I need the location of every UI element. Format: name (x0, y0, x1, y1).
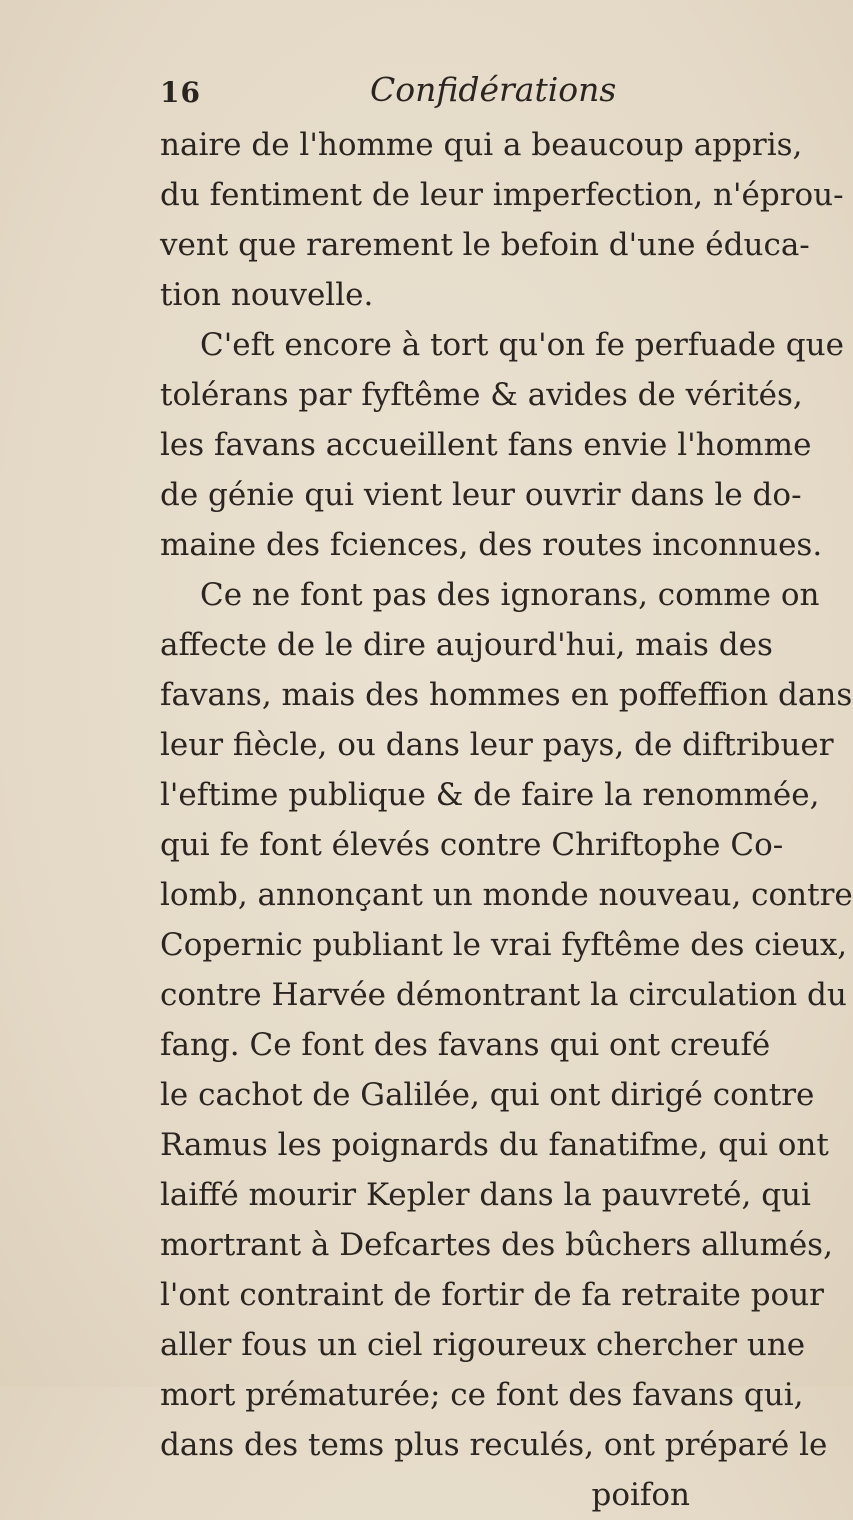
text-line: Copernic publiant le vrai fyftême des cieux, (160, 927, 848, 963)
text-line: du fentiment de leur imperfection, n'éprou- (160, 177, 844, 213)
text-line: tolérans par fyftême & avides de vérités, (160, 377, 803, 413)
text-line: naire de l'homme qui a beaucoup appris, (160, 127, 803, 163)
text-line: dans des tems plus reculés, ont préparé le (160, 1427, 828, 1463)
text-line: Ce ne font pas des ignorans, comme on (200, 577, 820, 613)
text-line: laiffé mourir Kepler dans la pauvreté, qui (160, 1177, 811, 1213)
text-line: le cachot de Galilée, qui ont dirigé contre (160, 1077, 815, 1113)
text-line: aller fous un ciel rigoureux chercher une (160, 1327, 806, 1363)
text-line: fang. Ce font des favans qui ont creufé (160, 1027, 771, 1063)
text-line: qui fe font élevés contre Chriftophe Co- (160, 827, 784, 863)
body-text (160, 120, 853, 1520)
text-line: affecte de le dire aujourd'hui, mais des (160, 627, 773, 663)
text-line: mort prématurée; ce font des favans qui, (160, 1377, 804, 1413)
text-line: mortrant à Defcartes des bûchers allumés, (160, 1227, 833, 1263)
text-line: l'eftime publique & de faire la renommée, (160, 777, 820, 813)
text-line: l'ont contraint de fortir de fa retraite pour (160, 1277, 825, 1313)
text-line: vent que rarement le befoin d'une éduca- (160, 227, 810, 263)
text-line: lomb, annonçant un monde nouveau, contre (160, 877, 853, 913)
catchword: poifon (591, 1477, 690, 1513)
text-line: contre Harvée démontrant la circulation du (160, 977, 847, 1013)
text-line: maine des fciences, des routes inconnues. (160, 527, 823, 563)
text-line: tion nouvelle. (160, 277, 374, 313)
running-title: Confidérations (370, 70, 617, 109)
running-head (160, 70, 720, 120)
text-line: favans, mais des hommes en poffeffion dans (160, 677, 853, 713)
text-line: C'eft encore à tort qu'on fe perfuade que (200, 327, 844, 363)
text-line: leur fiècle, ou dans leur pays, de diftribuer (160, 727, 834, 763)
text-line: de génie qui vient leur ouvrir dans le do- (160, 477, 802, 513)
page-number: 16 (160, 76, 201, 109)
text-line: les favans accueillent fans envie l'homme (160, 427, 812, 463)
text-line: Ramus les poignards du fanatifme, qui ont (160, 1127, 829, 1163)
